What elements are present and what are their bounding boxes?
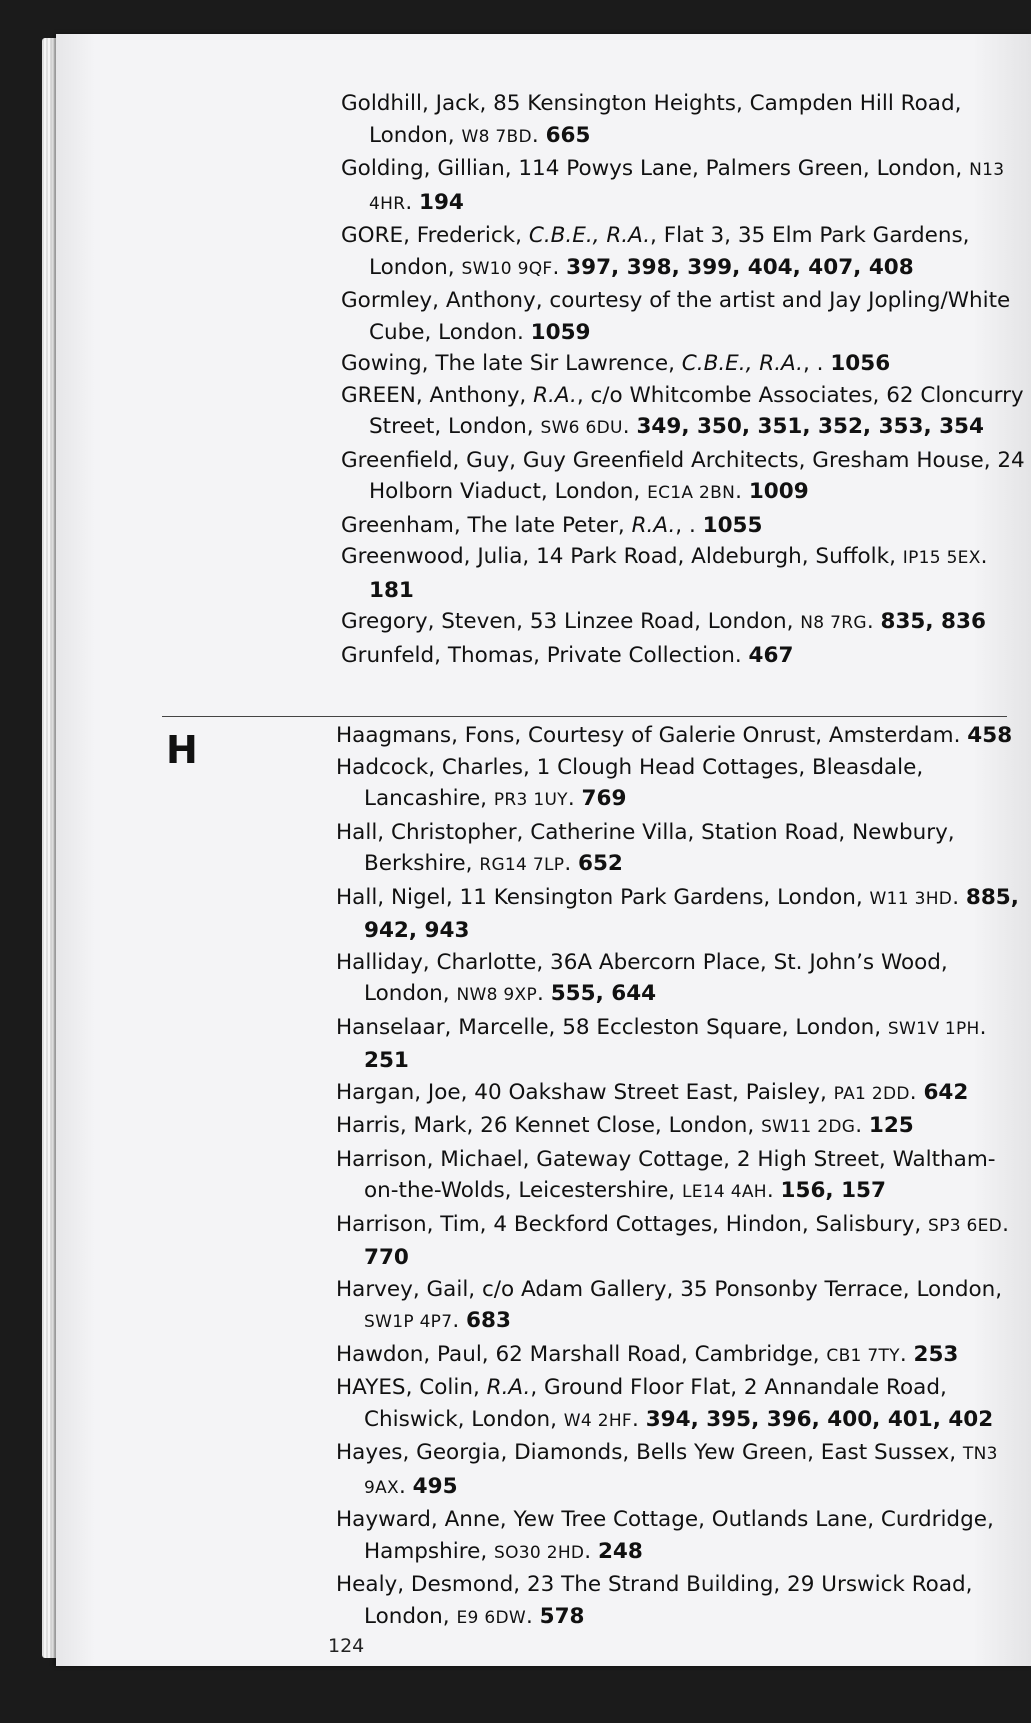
index-entry bbox=[341, 510, 1029, 542]
entry-text: Hanselaar, Marcelle, 58 Eccleston Square, London, bbox=[336, 1014, 888, 1040]
entry-postcode: SP3 6ED bbox=[928, 1215, 1003, 1236]
entry-punct: . bbox=[405, 189, 419, 215]
entry-page-refs: 253 bbox=[913, 1341, 959, 1367]
entry-punct: . bbox=[622, 414, 637, 439]
entry-punct: . bbox=[399, 1473, 413, 1499]
entry-page-refs: 642 bbox=[923, 1079, 969, 1105]
entry-page-refs: 156, 157 bbox=[780, 1178, 886, 1203]
index-entry bbox=[341, 606, 1029, 640]
entry-address: , . bbox=[802, 351, 831, 376]
entry-postcode: SW1P 4P7 bbox=[364, 1312, 453, 1332]
entry-punct: . bbox=[952, 884, 966, 910]
entry-honours: C.B.E., R.A. bbox=[528, 223, 651, 248]
index-entry bbox=[336, 1372, 1024, 1437]
entry-punct: . bbox=[899, 1341, 914, 1367]
page-number: 124 bbox=[328, 1635, 365, 1657]
index-entry bbox=[341, 153, 1029, 220]
entry-page-refs: 1009 bbox=[748, 479, 809, 504]
entry-punct: . bbox=[564, 851, 578, 876]
index-entry bbox=[336, 1209, 1024, 1274]
entry-postcode: RG14 7LP bbox=[479, 855, 565, 875]
entry-postcode: SW1V 1PH bbox=[887, 1018, 980, 1039]
entry-postcode: NW8 9XP bbox=[456, 985, 538, 1005]
entry-page-refs: 770 bbox=[364, 1245, 409, 1270]
entry-page-refs: 652 bbox=[577, 851, 623, 876]
entry-punct: . bbox=[735, 479, 749, 504]
entry-postcode: E9 6DW bbox=[456, 1607, 526, 1628]
entry-page-refs: 394, 395, 396, 400, 401, 402 bbox=[645, 1406, 994, 1432]
entry-punct: . bbox=[452, 1308, 467, 1333]
entry-text: Hadcock, Charles, 1 Clough Head Cottages, Bleasdale, Lancashire, bbox=[336, 754, 924, 811]
index-entry bbox=[336, 882, 1024, 947]
entry-text: Greenwood, Julia, 14 Park Road, Aldeburgh, Suffolk, bbox=[341, 544, 903, 569]
index-entry bbox=[341, 380, 1029, 445]
entry-page-refs: 555, 644 bbox=[550, 981, 657, 1006]
entry-page-refs: 125 bbox=[868, 1113, 914, 1138]
entry-text: GORE, Frederick, bbox=[341, 223, 529, 248]
entry-text: Golding, Gillian, 114 Powys Lane, Palmers Green, London, bbox=[341, 156, 970, 181]
entry-punct: . bbox=[584, 1538, 598, 1564]
entry-text: Hargan, Joe, 40 Oakshaw Street East, Paisley, bbox=[336, 1079, 834, 1105]
entry-text: Goldhill, Jack, 85 Kensington Heights, Campden Hill Road, London, bbox=[341, 91, 962, 148]
index-entry bbox=[341, 541, 1029, 606]
entry-punct: . bbox=[866, 609, 881, 634]
entry-postcode: PA1 2DD bbox=[833, 1083, 910, 1104]
entry-postcode: N13 4HR bbox=[369, 160, 1005, 214]
entry-page-refs: 181 bbox=[369, 577, 414, 603]
entry-address: , . bbox=[675, 512, 703, 538]
entry-page-refs: 248 bbox=[597, 1538, 643, 1564]
index-entry bbox=[341, 285, 1029, 348]
entry-postcode: EC1A 2BN bbox=[647, 483, 736, 503]
index-entry bbox=[341, 348, 1029, 380]
entry-page-refs: 769 bbox=[581, 786, 627, 811]
index-section-h bbox=[336, 720, 1019, 1634]
entry-address: , Ground Floor Flat, 2 Annandale Road, Chiswick, London, bbox=[364, 1375, 947, 1432]
entry-text: Halliday, Charlotte, 36A Abercorn Place, St. John’s Wood, London, bbox=[336, 949, 948, 1006]
entry-page-refs: 495 bbox=[412, 1473, 458, 1499]
entry-punct: . bbox=[855, 1113, 869, 1138]
index-entry bbox=[341, 88, 1029, 153]
entry-postcode: W11 3HD bbox=[869, 888, 953, 909]
entry-text: Hayward, Anne, Yew Tree Cottage, Outlands Lane, Curdridge, Hampshire, bbox=[336, 1507, 994, 1564]
entry-postcode: SW6 6DU bbox=[540, 418, 623, 438]
entry-text: Harrison, Michael, Gateway Cottage, 2 High Street, Waltham-on-the-Wolds, Leicestershire, bbox=[336, 1146, 996, 1203]
index-entry bbox=[336, 817, 1024, 882]
index-entry bbox=[336, 1274, 1024, 1339]
index-entry bbox=[336, 1012, 1024, 1077]
entry-text: Hall, Nigel, 11 Kensington Park Gardens, London, bbox=[336, 884, 870, 910]
entry-postcode: TN3 9AX bbox=[364, 1444, 998, 1498]
entry-page-refs: 467 bbox=[748, 642, 794, 668]
entry-punct: . bbox=[980, 544, 988, 569]
index-entry bbox=[336, 1144, 1024, 1209]
entry-page-refs: 458 bbox=[967, 723, 1013, 748]
index-section-g bbox=[341, 88, 1025, 671]
index-entry bbox=[336, 1077, 1024, 1111]
entry-postcode: SO30 2HD bbox=[494, 1542, 585, 1563]
entry-punct: . bbox=[766, 1178, 781, 1203]
entry-page-refs: 1059 bbox=[530, 319, 591, 345]
entry-punct: . bbox=[909, 1079, 924, 1105]
entry-postcode: LE14 4AH bbox=[681, 1182, 767, 1202]
entry-address: , Flat 3, 35 Elm Park Gardens, London, bbox=[369, 223, 970, 280]
entry-honours: R.A. bbox=[533, 382, 577, 408]
entry-text: Hall, Christopher, Catherine Villa, Station Road, Newbury, Berkshire, bbox=[336, 819, 955, 876]
entry-text: GREEN, Anthony, bbox=[341, 382, 534, 408]
entry-page-refs: 835, 836 bbox=[880, 609, 986, 634]
entry-punct: . bbox=[979, 1014, 987, 1040]
section-divider bbox=[162, 716, 1007, 717]
entry-honours: R.A. bbox=[486, 1375, 531, 1400]
entry-text: HAYES, Colin, bbox=[336, 1375, 487, 1400]
entry-text: Grunfeld, Thomas, Private Collection. bbox=[341, 642, 749, 668]
entry-postcode: CB1 7TY bbox=[826, 1345, 900, 1366]
index-entry bbox=[336, 1504, 1024, 1569]
entry-postcode: W8 7BD bbox=[461, 126, 532, 147]
entry-text: Greenfield, Guy, Guy Greenfield Architects, Gresham House, 24 Holborn Viaduct, London, bbox=[341, 447, 1025, 504]
entry-postcode: W4 2HF bbox=[563, 1410, 633, 1431]
entry-punct: . bbox=[525, 1603, 540, 1629]
index-entry bbox=[341, 220, 1029, 285]
entry-page-refs: 578 bbox=[539, 1603, 585, 1629]
entry-text: Greenham, The late Peter, bbox=[341, 512, 632, 538]
entry-page-refs: 397, 398, 399, 404, 407, 408 bbox=[566, 254, 914, 280]
entry-page-refs: 1055 bbox=[702, 512, 763, 538]
index-entry bbox=[336, 1110, 1024, 1144]
entry-postcode: SW11 2DG bbox=[761, 1117, 856, 1137]
entry-page-refs: 885, 942, 943 bbox=[364, 884, 1019, 943]
entry-punct: . bbox=[552, 254, 567, 280]
entry-punct: . bbox=[537, 981, 551, 1006]
index-entry bbox=[341, 445, 1029, 510]
entry-text: Gowing, The late Sir Lawrence, bbox=[341, 351, 682, 376]
section-letter-h: H bbox=[166, 728, 198, 772]
index-entry bbox=[336, 1437, 1024, 1504]
entry-page-refs: 349, 350, 351, 352, 353, 354 bbox=[636, 414, 984, 439]
entry-postcode: PR3 1UY bbox=[493, 790, 568, 810]
entry-page-refs: 683 bbox=[466, 1308, 511, 1333]
entry-honours: R.A. bbox=[631, 512, 676, 538]
entry-honours: C.B.E., R.A. bbox=[681, 351, 803, 376]
entry-postcode: N8 7RG bbox=[800, 613, 867, 633]
entry-text: Gormley, Anthony, courtesy of the artist and Jay Jopling/White Cube, London. bbox=[341, 288, 1011, 345]
entry-punct: . bbox=[1002, 1211, 1009, 1237]
entry-text: Gregory, Steven, 53 Linzee Road, London, bbox=[341, 609, 801, 634]
entry-page-refs: 194 bbox=[418, 189, 464, 215]
entry-text: Hawdon, Paul, 62 Marshall Road, Cambridge, bbox=[336, 1341, 827, 1367]
entry-punct: . bbox=[567, 786, 582, 811]
index-entry bbox=[336, 1569, 1024, 1634]
index-entry bbox=[336, 947, 1024, 1012]
entry-page-refs: 665 bbox=[545, 122, 591, 148]
entry-text: Harris, Mark, 26 Kennet Close, London, bbox=[336, 1113, 762, 1138]
entry-text: Harvey, Gail, c/o Adam Gallery, 35 Ponsonby Terrace, London, bbox=[336, 1276, 1003, 1302]
entry-text: Hayes, Georgia, Diamonds, Bells Yew Green, East Sussex, bbox=[336, 1440, 963, 1465]
entry-postcode: IP15 5EX bbox=[902, 548, 981, 568]
index-entry bbox=[341, 640, 1029, 672]
entry-address: , c/o Whitcombe Associates, 62 Cloncurry Street, London, bbox=[369, 382, 1024, 439]
entry-page-refs: 251 bbox=[364, 1048, 409, 1073]
entry-punct: . bbox=[632, 1406, 646, 1432]
index-entry bbox=[336, 720, 1024, 752]
entry-text: Harrison, Tim, 4 Beckford Cottages, Hindon, Salisbury, bbox=[336, 1211, 929, 1237]
index-entry bbox=[336, 752, 1024, 817]
entry-postcode: SW10 9QF bbox=[461, 258, 553, 279]
entry-text: Haagmans, Fons, Courtesy of Galerie Onrust, Amsterdam. bbox=[336, 723, 968, 748]
entry-text: Healy, Desmond, 23 The Strand Building, 29 Urswick Road, London, bbox=[336, 1572, 973, 1629]
entry-page-refs: 1056 bbox=[830, 351, 891, 376]
entry-punct: . bbox=[531, 122, 546, 148]
index-entry bbox=[336, 1339, 1024, 1373]
